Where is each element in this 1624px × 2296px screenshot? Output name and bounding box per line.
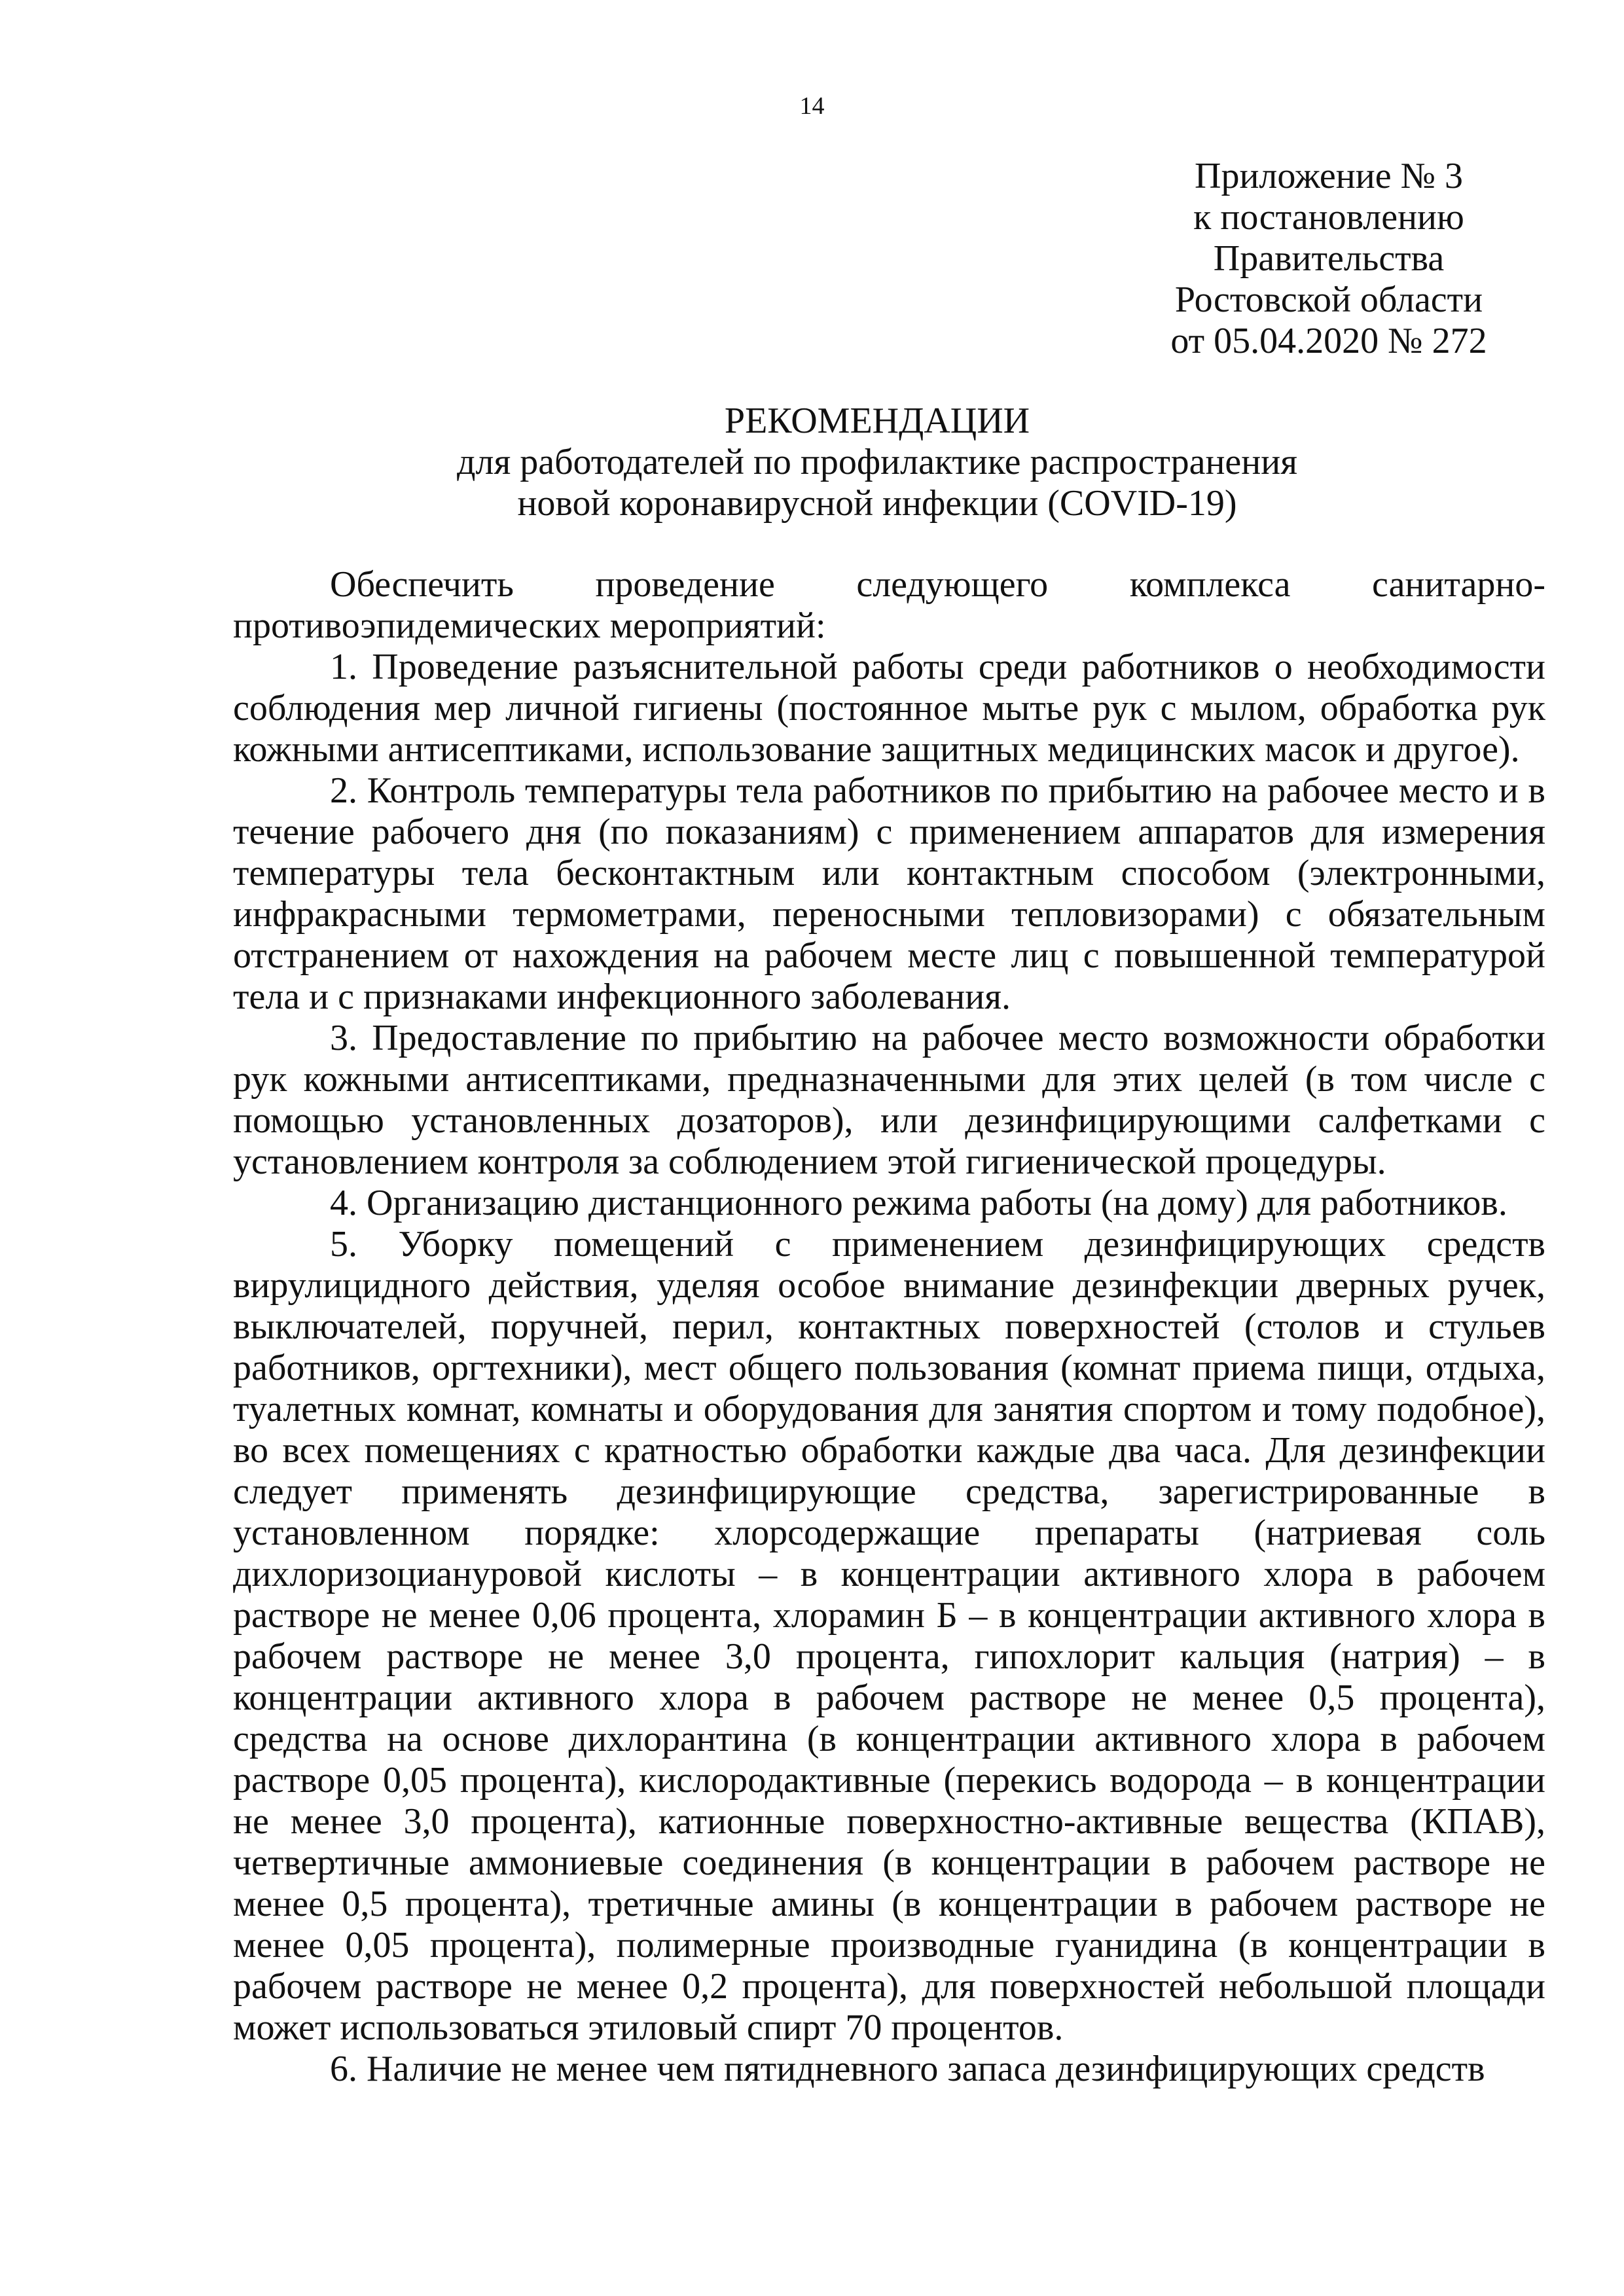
appendix-line: Ростовской области: [1174, 279, 1483, 320]
title-subtitle-line: новой коронавирусной инфекции (COVID-19): [517, 483, 1237, 524]
appendix-line: от 05.04.2020 № 272: [1170, 321, 1487, 361]
recommendation-item: 5. Уборку помещений с применением дезинфицирующих средств вирулицидного действия, уделяя особое внимание дезинфекции дверных ручек, выключателей, поручней, перил, контактных поверхностей (столов и стульев работников, оргтехники), мест общего пользования (комнат приема пищи, отдыха, туалетных комнат, комнаты и оборудования для занятия спортом и тому подобное), во всех помещениях с кратностью обработки каждые два часа. Для дезинфекции следует применять дезинфицирующие средства, зарегистрированные в установленном порядке: хлорсодержащие препараты (натриевая соль дихлоризоциануровой кислоты – в концентрации активного хлора в рабочем растворе не менее 0,06 процента, хлорамин Б – в концентрации активного хлора в рабочем растворе не менее 3,0 процента, гипохлорит кальция (натрия) – в концентрации активного хлора в рабочем растворе не менее 0,5 процента), средства на основе дихлорантина (в концентрации активного хлора в рабочем растворе 0,05 процента), кислородактивные (перекись водорода – в концентрации не менее 3,0 процента), катионные поверхностно-активные вещества (КПАВ), четвертичные аммониевые соединения (в концентрации в рабочем растворе не менее 0,5 процента), третичные амины (в концентрации в рабочем растворе не менее 0,05 процента), полимерные производные гуанидина (в концентрации в рабочем растворе не менее 0,2 процента), для поверхностей небольшой площади может использоваться этиловый спирт 70 процентов.: [233, 1224, 1545, 2048]
title-subtitle-line: для работодателей по профилактике распространения: [457, 442, 1297, 482]
appendix-line: к постановлению: [1193, 197, 1464, 238]
document-body: [233, 564, 1545, 2090]
recommendation-item: 4. Организацию дистанционного режима работы (на дому) для работников.: [330, 1183, 1507, 1223]
page-number: 14: [799, 92, 825, 120]
recommendation-item: 1. Проведение разъяснительной работы среди работников о необходимости соблюдения мер личной гигиены (постоянное мытье рук с мылом, обработка рук кожными антисептиками, использование защитных медицинских масок и другое).: [233, 647, 1545, 770]
recommendation-item: 3. Предоставление по прибытию на рабочее место возможности обработки рук кожными антисептиками, предназначенными для этих целей (в том числе с помощью установленных дозаторов), или дезинфицирующими салфетками с установлением контроля за соблюдением этой гигиенической процедуры.: [233, 1018, 1545, 1182]
title-heading: РЕКОМЕНДАЦИИ: [724, 401, 1030, 441]
intro-line: противоэпидемических мероприятий:: [233, 605, 826, 646]
recommendation-item: 2. Контроль температуры тела работников по прибытию на рабочее место и в течение рабочего дня (по показаниям) с применением аппаратов для измерения температуры тела бесконтактным или контактным способом (электронными, инфракрасными термометрами, переносными тепловизорами) с обязательным отстранением от нахождения на рабочем месте лиц с повышенной температурой тела и с признаками инфекционного заболевания.: [233, 770, 1545, 1017]
intro-paragraph: [233, 564, 1545, 647]
appendix-reference: [1100, 156, 1558, 362]
recommendation-item: 6. Наличие не менее чем пятидневного запаса дезинфицирующих средств: [330, 2049, 1485, 2089]
intro-line: Обеспечить проведение следующего комплекса санитарно-: [330, 564, 1545, 605]
appendix-line: Правительства: [1213, 238, 1445, 279]
document-title: [196, 401, 1558, 524]
appendix-line: Приложение № 3: [1195, 156, 1463, 196]
